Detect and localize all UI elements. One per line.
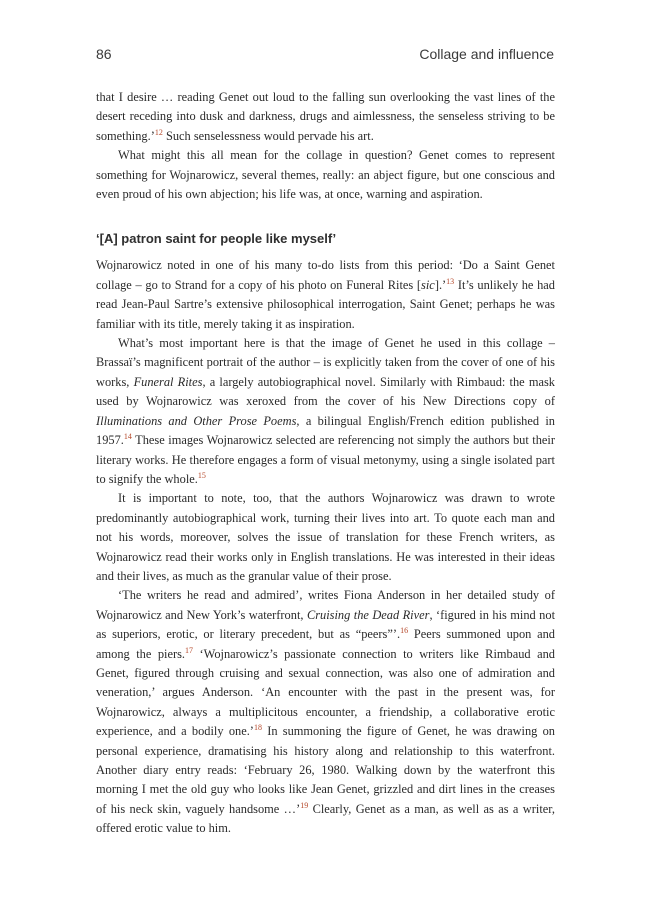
footnote-ref-15[interactable]: 15 [197,470,206,480]
footnote-ref-17[interactable]: 17 [185,645,194,655]
section-heading: ‘[A] patron saint for people like myself’ [96,231,337,247]
paragraph-3: Wojnarowicz noted in one of his many to-do lists from this period: ‘Do a Saint Genet collage – go to Strand for a copy of his photo on Funeral Rites [sic].’$^{13}$ It’s unlikely he had read Jean-Paul Sartre’s extensive philosophical interrogation, Saint Genet; perhaps he was familiar with its title, merely taking it as inspiration. [96,258,556,331]
running-head: Collage and influence [419,46,554,62]
title-illuminations: Illuminations and Other Prose Poems [96,413,297,428]
page-header [96,46,554,70]
title-cruising-dead-river: Cruising the Dead River [306,607,430,622]
footnote-ref-18[interactable]: 18 [253,723,262,733]
paragraph-4: What’s most important here is that the image of Genet he used in this collage – Brassaï’s magnificent portrait of the author – is explicitly taken from the cover of one of his works, Funeral Rites, a largely autobiographical novel. Similarly with Rimbaud: the mask used by Wojnarowicz was xeroxed from the cover of his New Directions copy of Illuminations and Other Prose Poems, a bilingual English/French edition published in 1957.14 These images Wojnarowicz selected are referencing not simply the authors but their literary works. He therefore engages a form of visual metonymy, using a single isolated part to signify the whole.$^{15}$ [96,336,556,486]
paragraph-1: that I desire … reading Genet out loud to the falling sun overlooking the vast lines of the desert receding into dusk and darkness, drugs and aimlessness, the senseless striving to be something.’$^{12}$ Such senselessness would pervade his art. [96,90,555,143]
title-funeral-rites: Funeral Rites [133,374,203,389]
footnote-ref-13[interactable]: 13 [446,276,455,286]
footnote-ref-12[interactable]: 12 [154,127,163,137]
paragraph-2: What might this all mean for the collage in question? Genet comes to represent something for Wojnarowicz, several themes, really: an abject figure, but one conscious and even proud of his own abjection; his life was, at once, warning and aspiration. [96,148,555,202]
footnote-ref-16[interactable]: 16 [400,626,409,636]
page-number: 86 [96,46,112,62]
paragraph-5: It is important to note, too, that the authors Wojnarowicz was drawn to wrote predominantly autobiographical work, turning their lives into art. To quote each man and not his words, moreover, solves the issue of translation for these French writers, as Wojnarowicz read their works only in English translations. He was interested in their ideas and their lives, as much as the granular value of their prose. [96,491,555,583]
footnote-ref-19[interactable]: 19 [300,800,309,810]
footnote-ref-14[interactable]: 14 [123,431,132,441]
body-text [96,88,555,839]
paragraph-6: ‘The writers he read and admired’, writes Fiona Anderson in her detailed study of Wojnarowicz and New York’s waterfront, Cruising the Dead River, ‘figured in his mind not as superiors, erotic, or literary precedent, but as “peers”’.$^{16}$ Peers summoned upon and among the piers.$^{17}$ ‘Wojnarowicz’s passionate connection to writers like Rimbaud and Genet, figured through cruising and sexual connection, was also one of admiration and veneration,’ argues Anderson. ‘An encounter with the past in the present was, for Wojnarowicz, always a multiplicitous encounter, a friendship, a collaborative erotic experience, and a bodily one.’$^{18}$ In summoning the figure of Genet, he was drawing on personal experience, dramatising his history along and relationship to this waterfront. Another diary entry reads: ‘February 26, 1980. Walking down by the waterfront this morning I met the old guy who looks like Jean Genet, grizzled and dirt lines in the creases of his neck skin, vaguely handsome …’$^{19}$ Clearly, Genet as a man, as well as as a writer, offered erotic value to him. [96,588,556,836]
